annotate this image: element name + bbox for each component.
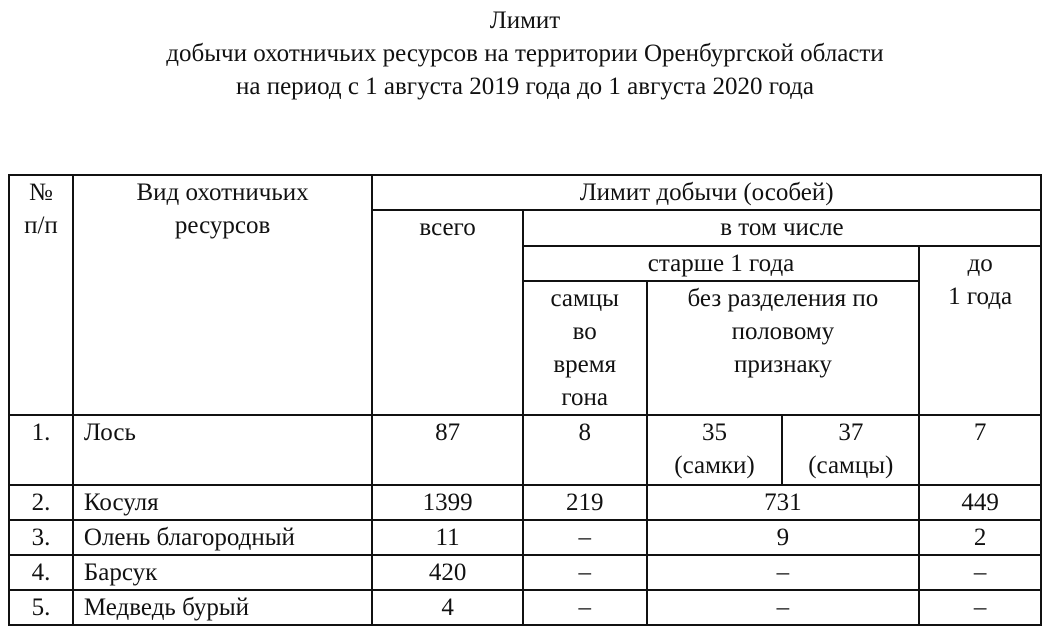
row-num: 2. <box>9 485 73 520</box>
row-males-other: 37 (самцы) <box>782 415 919 485</box>
table-row <box>9 415 1041 485</box>
header-num: № п/п <box>9 175 73 415</box>
row-no-sex-division: – <box>647 555 920 590</box>
title-line-3: на период с 1 августа 2019 года до 1 августа 2020 года <box>235 73 814 100</box>
header-males-rut: самцы во время гона <box>523 281 647 415</box>
row-name: Лось <box>73 415 372 485</box>
row-name: Барсук <box>73 555 372 590</box>
row-males-rut: – <box>523 555 647 590</box>
row-males-rut: – <box>523 520 647 555</box>
row-under-one-year: 7 <box>919 415 1041 485</box>
header-under-one-year: до 1 года <box>919 246 1041 415</box>
header-kind: Вид охотничьих ресурсов <box>73 175 372 415</box>
row-males-rut: – <box>523 590 647 625</box>
row-num: 1. <box>9 415 73 485</box>
table-row <box>9 555 1041 590</box>
table-row <box>9 485 1041 520</box>
row-total: 87 <box>372 415 523 485</box>
header-older: старше 1 года <box>523 246 919 281</box>
row-no-sex-division: 9 <box>647 520 920 555</box>
row-total: 1399 <box>372 485 523 520</box>
header-row-1 <box>9 175 1041 210</box>
row-name: Олень благородный <box>73 520 372 555</box>
row-under-one-year: – <box>919 590 1041 625</box>
row-total: 4 <box>372 590 523 625</box>
row-total: 420 <box>372 555 523 590</box>
table-row <box>9 590 1041 625</box>
row-no-sex-division: 731 <box>647 485 920 520</box>
row-females: 35 (самки) <box>647 415 783 485</box>
title-line-2: добычи охотничьих ресурсов на территории Оренбургской области <box>166 40 884 67</box>
header-including: в том числе <box>523 210 1041 246</box>
title-line-1: Лимит <box>489 7 561 34</box>
header-limit: Лимит добычи (особей) <box>372 175 1041 210</box>
row-name: Медведь бурый <box>73 590 372 625</box>
row-males-rut: 219 <box>523 485 647 520</box>
header-total: всего <box>372 210 523 415</box>
row-under-one-year: 2 <box>919 520 1041 555</box>
limits-table <box>8 174 1042 626</box>
row-num: 3. <box>9 520 73 555</box>
row-num: 5. <box>9 590 73 625</box>
row-males-rut: 8 <box>523 415 647 485</box>
row-under-one-year: – <box>919 555 1041 590</box>
row-total: 11 <box>372 520 523 555</box>
table-row <box>9 520 1041 555</box>
row-num: 4. <box>9 555 73 590</box>
row-no-sex-division: – <box>647 590 920 625</box>
row-name: Косуля <box>73 485 372 520</box>
document-title <box>0 4 1050 103</box>
header-no-sex-division: без разделения по половому признаку <box>647 281 920 415</box>
row-under-one-year: 449 <box>919 485 1041 520</box>
